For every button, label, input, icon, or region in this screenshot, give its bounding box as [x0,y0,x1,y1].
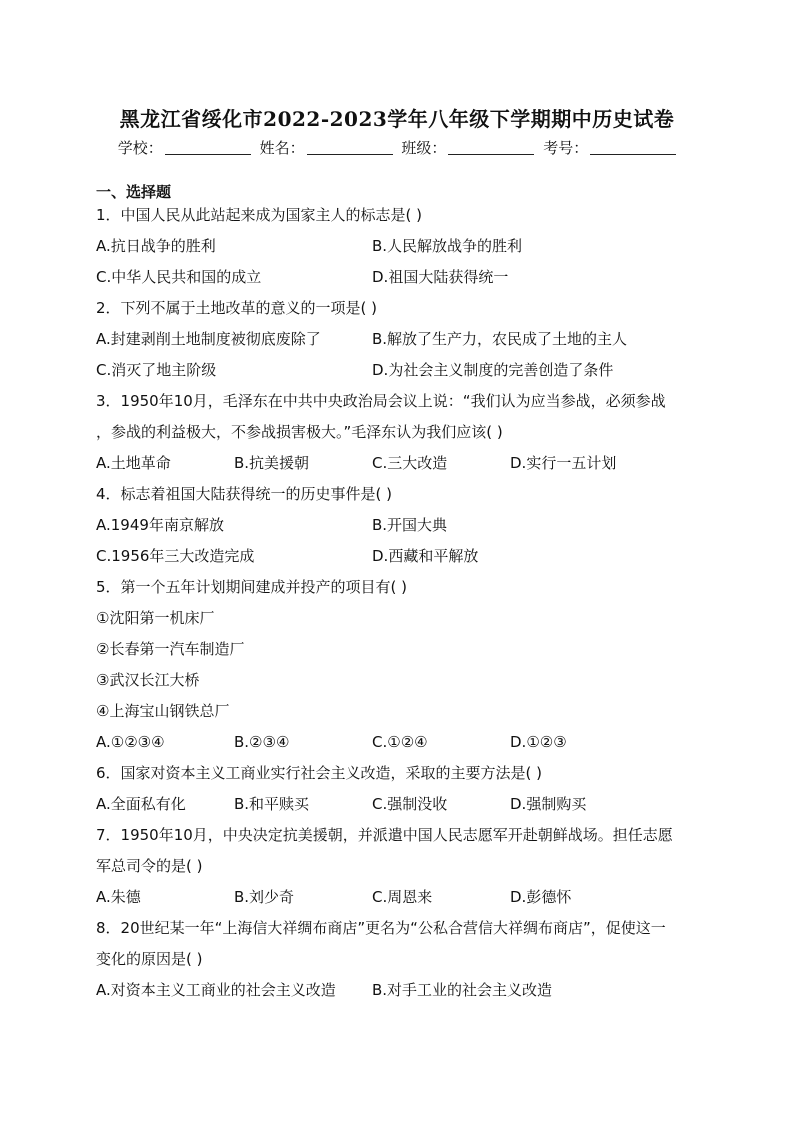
question-stem: 4．标志着祖国大陆获得统一的历史事件是( ) [96,485,393,503]
option-row [96,267,706,298]
answer-option[interactable]: C.三大改造 [372,454,448,472]
answer-option[interactable]: B.解放了生产力，农民成了土地的主人 [372,330,628,348]
answer-option[interactable]: B.抗美援朝 [234,454,310,472]
option-row [96,515,706,546]
answer-option[interactable]: D.祖国大陆获得统一 [372,268,509,286]
question-stem: 5．第一个五年计划期间建成并投产的项目有( ) [96,578,408,596]
question-7 [96,825,706,918]
exam-number-blank[interactable] [590,140,676,155]
name-blank[interactable] [307,140,393,155]
question-stem: 6．国家对资本主义工商业实行社会主义改造，采取的主要方法是( ) [96,764,543,782]
option-row [96,360,706,391]
question-8 [96,918,706,1011]
option-row [96,329,706,360]
question-6 [96,763,706,825]
section-heading: 一、选择题 [96,183,172,201]
question-stem-line: ，参战的利益极大，不参战损害极大。”毛泽东认为我们应该( ) [96,423,503,441]
answer-option[interactable]: D.强制购买 [510,795,587,813]
option-row [96,732,706,763]
answer-option[interactable]: A.1949年南京解放 [96,516,224,534]
question-5 [96,577,706,763]
option-row [96,887,706,918]
question-list [96,205,706,1011]
question-stem: 3．1950年10月，毛泽东在中共中央政治局会议上说：“我们认为应当参战，必须参战 [96,392,666,410]
question-stem-line: ③武汉长江大桥 [96,671,200,689]
answer-option[interactable]: D.①②③ [510,733,567,751]
answer-option[interactable]: C.强制没收 [372,795,448,813]
question-stem-line: ①沈阳第一机床厂 [96,609,215,627]
answer-option[interactable]: C.中华人民共和国的成立 [96,268,262,286]
answer-option[interactable]: A.朱德 [96,888,141,906]
school-field [118,137,251,158]
question-stem-line: ④上海宝山钢铁总厂 [96,702,230,720]
question-stem-line: 军总司令的是( ) [96,857,203,875]
answer-option[interactable]: C.1956年三大改造完成 [96,547,255,565]
option-row [96,546,706,577]
question-1 [96,205,706,298]
answer-option[interactable]: A.全面私有化 [96,795,186,813]
page-title: 黑龙江省绥化市2022-2023学年八年级下学期期中历史试卷 [119,107,675,131]
name-field [260,137,393,158]
answer-option[interactable]: B.开国大典 [372,516,448,534]
name-label: 姓名： [259,139,305,157]
question-4 [96,484,706,577]
answer-option[interactable]: A.封建剥削土地制度被彻底废除了 [96,330,321,348]
question-stem: 7．1950年10月，中央决定抗美援朝，并派遣中国人民志愿军开赴朝鲜战场。担任志愿 [96,826,673,844]
class-field [401,137,534,158]
answer-option[interactable]: B.②③④ [234,733,290,751]
option-row [96,794,706,825]
answer-option[interactable]: D.实行一五计划 [510,454,617,472]
class-label: 班级： [401,139,447,157]
answer-option[interactable]: D.西藏和平解放 [372,547,479,565]
class-blank[interactable] [448,140,534,155]
exam-number-field [543,137,676,158]
answer-option[interactable]: C.①②④ [372,733,428,751]
option-row [96,236,706,267]
answer-option[interactable]: B.对手工业的社会主义改造 [372,981,553,999]
answer-option[interactable]: B.和平赎买 [234,795,310,813]
answer-option[interactable]: C.消灭了地主阶级 [96,361,217,379]
answer-option[interactable]: A.对资本主义工商业的社会主义改造 [96,981,336,999]
answer-option[interactable]: B.刘少奇 [234,888,295,906]
question-3 [96,391,706,484]
option-row [96,453,706,484]
answer-option[interactable]: D.为社会主义制度的完善创造了条件 [372,361,614,379]
answer-option[interactable]: B.人民解放战争的胜利 [372,237,523,255]
question-2 [96,298,706,391]
option-row [96,980,706,1011]
answer-option[interactable]: A.土地革命 [96,454,171,472]
school-label: 学校： [117,139,163,157]
answer-option[interactable]: D.彭德怀 [510,888,572,906]
question-stem: 8．20世纪某一年“上海信大祥绸布商店”更名为“公私合营信大祥绸布商店”，促使这一 [96,919,666,937]
question-stem: 2．下列不属于土地改革的意义的一项是( ) [96,299,378,317]
exam-number-label: 考号： [543,139,589,157]
student-info-line [0,137,794,158]
question-stem-line: ②长春第一汽车制造厂 [96,640,245,658]
question-stem: 1．中国人民从此站起来成为国家主人的标志是( ) [96,206,423,224]
answer-option[interactable]: A.抗日战争的胜利 [96,237,216,255]
answer-option[interactable]: A.①②③④ [96,733,165,751]
question-stem-line: 变化的原因是( ) [96,950,203,968]
school-blank[interactable] [165,140,251,155]
answer-option[interactable]: C.周恩来 [372,888,433,906]
